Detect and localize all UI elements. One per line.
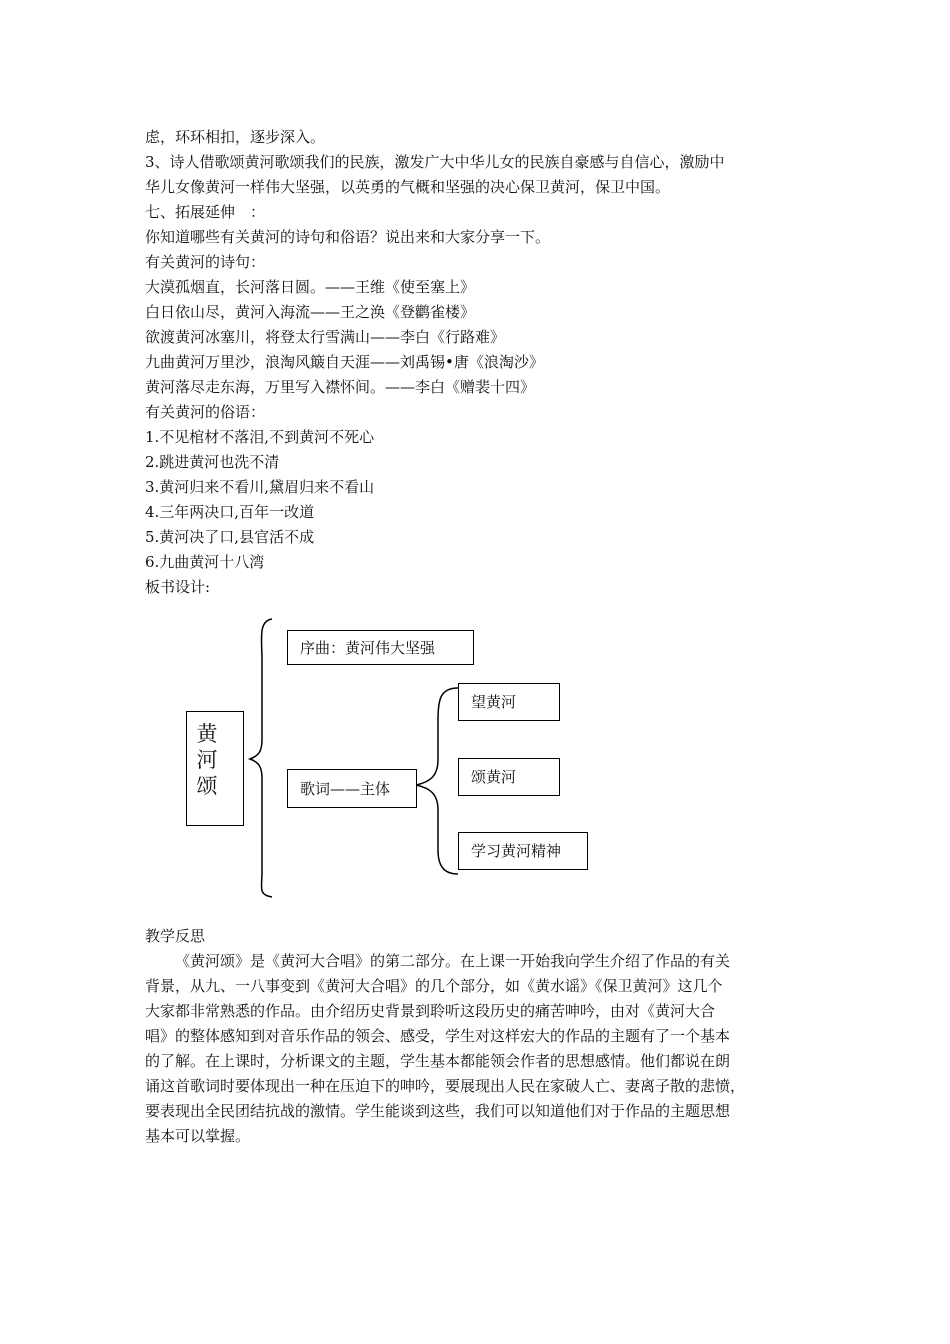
lyrics-box xyxy=(287,769,417,808)
board-title-box xyxy=(186,711,244,826)
board-title-char: 河 xyxy=(196,748,218,772)
poem-line: 九曲黄河万里沙，浪淘风簸自天涯——刘禹锡•唐《浪淘沙》 xyxy=(145,353,544,371)
reflection-line: 基本可以掌握。 xyxy=(145,1127,251,1145)
reflection-line: 唱》的整体感知到对音乐作品的领会、感受，学生对这样宏大的作品的主题有了一个基本 xyxy=(145,1027,731,1045)
reflection-line: 的了解。在上课时，分析课文的主题，学生基本都能领会作者的思想感情。他们都说在朗 xyxy=(145,1052,731,1070)
board-title-char: 黄 xyxy=(196,722,218,746)
poem-line: 白日依山尽，黄河入海流——王之涣《登鹳雀楼》 xyxy=(145,303,476,321)
section-heading: 七、拓展延伸 ： xyxy=(145,203,266,221)
branch-box xyxy=(458,832,588,870)
branch-label: 颂黄河 xyxy=(471,768,517,786)
poems-heading: 有关黄河的诗句： xyxy=(145,253,266,271)
prelude-label: 序曲：黄河伟大坚强 xyxy=(300,638,436,657)
saying-line: 1.不见棺材不落泪,不到黄河不死心 xyxy=(145,428,375,446)
reflection-line: 大家都非常熟悉的作品。由介绍历史背景到聆听这段历史的痛苦呻吟，由对《黄河大合 xyxy=(145,1002,716,1020)
branch-box xyxy=(458,758,560,796)
saying-line: 5.黄河决了口,县官活不成 xyxy=(145,528,315,546)
reflection-line: 诵这首歌词时要体现出一种在压迫下的呻吟，要展现出人民在家破人亡、妻离子散的悲愤， xyxy=(145,1077,746,1095)
poem-line: 大漠孤烟直，长河落日圆。——王维《使至塞上》 xyxy=(145,278,476,296)
reflection-line: 《黄河颂》是《黄河大合唱》的第二部分。在上课一开始我向学生介绍了作品的有关 xyxy=(175,952,731,970)
reflection-heading: 教学反思 xyxy=(145,927,206,945)
branch-label: 望黄河 xyxy=(471,693,517,711)
lyrics-label: 歌词——主体 xyxy=(300,779,391,798)
board-heading: 板书设计: xyxy=(145,578,211,596)
poem-line: 黄河落尽走东海，万里写入襟怀间。——李白《赠裴十四》 xyxy=(145,378,536,396)
branch-label: 学习黄河精神 xyxy=(471,842,562,860)
poem-line: 欲渡黄河冰塞川，将登太行雪满山——李白《行路难》 xyxy=(145,328,506,346)
prelude-box xyxy=(287,630,474,665)
saying-line: 2.跳进黄河也洗不清 xyxy=(145,453,280,471)
intro-line: 虑，环环相扣，逐步深入。 xyxy=(145,128,326,146)
reflection-line: 背景，从九、一八事变到《黄河大合唱》的几个部分，如《黄水谣》《保卫黄河》这几个 xyxy=(145,977,723,995)
branch-box xyxy=(458,683,560,721)
sayings-heading: 有关黄河的俗语： xyxy=(145,403,266,421)
intro-line: 华儿女像黄河一样伟大坚强，以英勇的气概和坚强的决心保卫黄河，保卫中国。 xyxy=(145,178,671,196)
saying-line: 3.黄河归来不看川,黛眉归来不看山 xyxy=(145,478,375,496)
intro-line: 3、诗人借歌颂黄河歌颂我们的民族，激发广大中华儿女的民族自豪感与自信心，激励中 xyxy=(145,153,725,171)
saying-line: 6.九曲黄河十八湾 xyxy=(145,553,265,571)
board-title-char: 颂 xyxy=(196,774,218,798)
question-text: 你知道哪些有关黄河的诗句和俗语？说出来和大家分享一下。 xyxy=(145,228,551,246)
saying-line: 4.三年两决口,百年一改道 xyxy=(145,503,315,521)
reflection-line: 要表现出全民团结抗战的激情。学生能谈到这些，我们可以知道他们对于作品的主题思想 xyxy=(145,1102,731,1120)
